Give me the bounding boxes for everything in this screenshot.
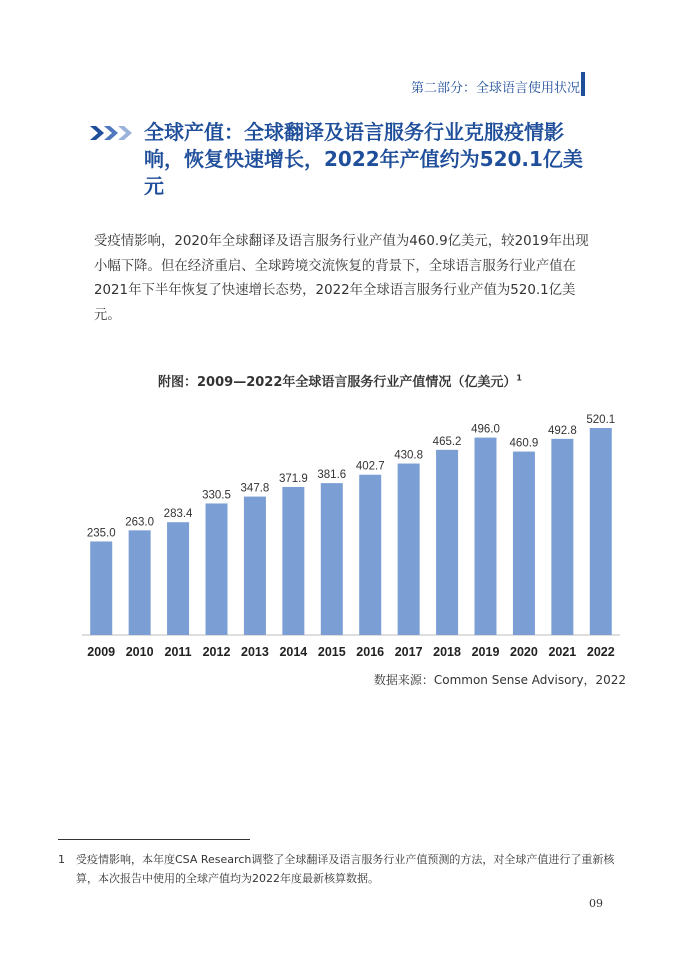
x-tick-label-2011: 2011 — [164, 645, 192, 659]
bar-2019 — [475, 438, 497, 635]
x-tick-label-2017: 2017 — [394, 645, 423, 659]
chart-title: 附图：2009—2022年全球语言服务行业产值情况（亿美元）$^1$ — [158, 373, 522, 390]
data-label-2019: 496.0 — [471, 423, 500, 436]
data-label-2016: 402.7 — [355, 460, 385, 473]
footnote-number: 1 — [58, 853, 65, 866]
bar-2010 — [129, 530, 151, 635]
x-tick-label-2015: 2015 — [317, 645, 346, 659]
data-label-2013: 347.8 — [240, 482, 270, 495]
data-label-2014: 371.9 — [278, 472, 308, 485]
bar-2014 — [282, 487, 304, 635]
bar-2011 — [167, 522, 189, 635]
x-tick-label-2021: 2021 — [548, 645, 577, 659]
footnote — [58, 850, 623, 888]
bar-2016 — [359, 475, 381, 635]
footnote-text: 受疫情影响，本年度CSA Research调整了全球翻译及语言服务行业产值预测的方法，对全球产值进行了重新核算，本次报告中使用的全球产值均为2022年度最新核算数据。 — [76, 853, 615, 885]
x-tick-label-2009: 2009 — [87, 645, 116, 659]
bar-2017 — [398, 464, 420, 635]
data-source: 数据来源：Common Sense Advisory，2022 — [373, 673, 626, 687]
data-label-2010: 263.0 — [125, 516, 155, 529]
x-tick-label-2022: 2022 — [586, 645, 615, 659]
bar-2018 — [436, 450, 458, 635]
bar-2009 — [90, 541, 112, 635]
data-label-2022: 520.1 — [586, 414, 616, 426]
bar-2013 — [244, 497, 266, 635]
footnote-divider — [58, 839, 250, 840]
section-header: 第二部分：全球语言使用状况 — [410, 81, 580, 96]
data-label-2021: 492.8 — [547, 424, 577, 437]
bar-2015 — [321, 483, 343, 635]
page-number: 09 — [589, 897, 603, 910]
footnote-ref: 1 — [516, 373, 522, 383]
data-label-2017: 430.8 — [394, 449, 424, 462]
body-paragraph: 受疫情影响，2020年全球翻译及语言服务行业产值为460.9亿美元，较2019年出现小幅下降。但在经济重启、全球跨境交流恢复的背景下，全球语言服务行业产值在2021年下半年恢复了快速增长态势，2022年全球语言服务行业产值为520.1亿美元。 — [94, 234, 589, 323]
data-label-2009: 235.0 — [86, 527, 116, 540]
bar-2020 — [513, 452, 535, 635]
x-tick-label-2019: 2019 — [471, 645, 500, 659]
data-label-2018: 465.2 — [432, 435, 462, 448]
data-label-2011: 283.4 — [163, 508, 193, 521]
data-label-2015: 381.6 — [317, 469, 347, 482]
bar-2021 — [551, 439, 573, 635]
x-tick-label-2010: 2010 — [125, 645, 154, 659]
x-tick-label-2020: 2020 — [510, 645, 538, 659]
data-label-2012: 330.5 — [202, 489, 231, 502]
x-tick-label-2018: 2018 — [433, 645, 461, 659]
x-tick-label-2013: 2013 — [241, 645, 269, 659]
x-tick-label-2012: 2012 — [202, 645, 231, 659]
bar-2022 — [590, 428, 612, 635]
page-title: 全球产值：全球翻译及语言服务行业克服疫情影响，恢复快速增长，2022年产值约为520.1亿美元 — [144, 120, 583, 198]
bar-2012 — [206, 503, 228, 635]
data-label-2020: 460.9 — [509, 437, 539, 450]
x-tick-label-2016: 2016 — [356, 645, 385, 659]
x-tick-label-2014: 2014 — [279, 645, 308, 659]
